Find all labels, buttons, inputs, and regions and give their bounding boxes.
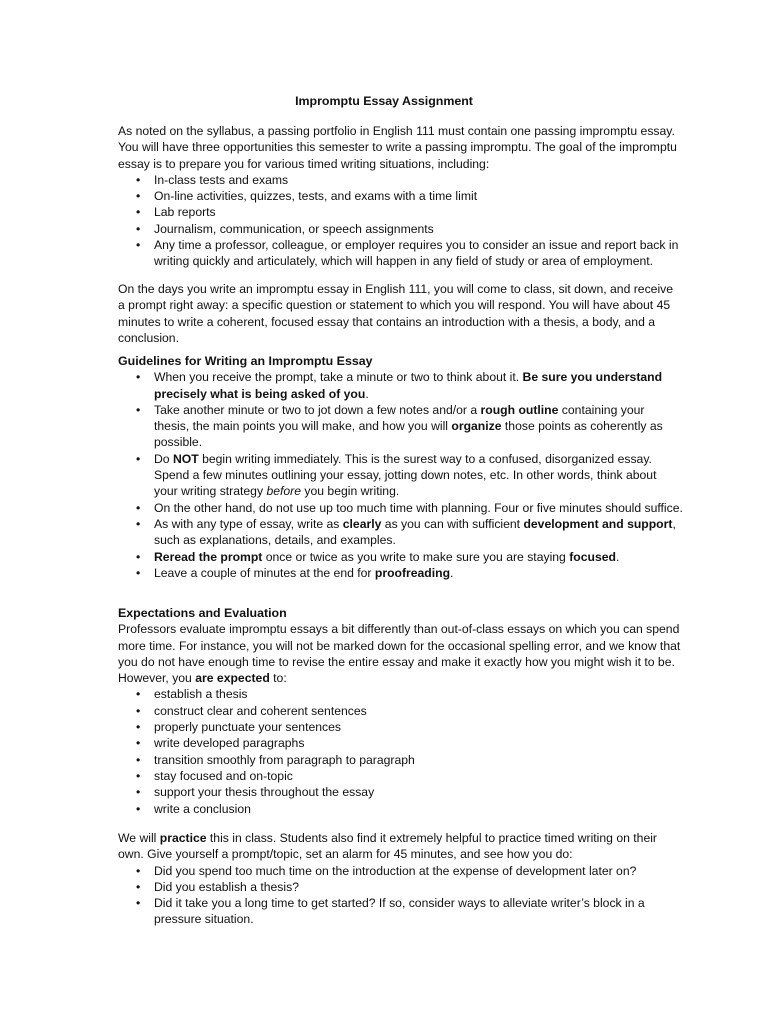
practice-paragraph bbox=[118, 830, 683, 863]
list-item: • establish a thesis bbox=[136, 686, 683, 702]
guidelines-list bbox=[136, 369, 683, 581]
emphasis-text: Be sure you understand precisely what is being asked of you bbox=[154, 370, 663, 401]
list-item-text: , such as explanations, details, and examples. bbox=[154, 516, 676, 548]
list-item: • Did it take you a long time to get started? If so, consider ways to alleviate writer’s block in a pressure situation. bbox=[136, 895, 683, 928]
list-item-text: . bbox=[450, 565, 454, 580]
list-item: • support your thesis throughout the essay bbox=[136, 784, 683, 800]
list-item-text: As with any type of essay, write as bbox=[154, 516, 343, 531]
emphasis-text: practice bbox=[159, 831, 207, 845]
list-item-text: you begin writing. bbox=[301, 484, 400, 499]
list-item: • Lab reports bbox=[136, 204, 683, 220]
list-item-text: containing your thesis, the main points you will make, and how you will bbox=[154, 402, 645, 434]
list-item bbox=[136, 516, 683, 549]
list-item: • Any time a professor, colleague, or employer requires you to consider an issue and report back in writing quickly and articulately, which will happen in any field of study or area of employment. bbox=[136, 237, 683, 270]
emphasis-text: clearly bbox=[342, 516, 382, 531]
intro-paragraph: As noted on the syllabus, a passing portfolio in English 111 must contain one passing impromptu essay. You will have three opportunities this semester to write a passing impromptu. The goal of the impromptu essay is to prepare you for various timed writing situations, including: bbox=[118, 124, 677, 171]
practice-list bbox=[136, 863, 683, 928]
paragraph-text: We will bbox=[118, 831, 160, 845]
list-item bbox=[136, 451, 683, 500]
days-paragraph: On the days you write an impromptu essay in English 111, you will come to class, sit down, and receive a prompt right away: a specific question or statement to which you will respond. You will have about 45 minutes to write a coherent, focused essay that contains an introduction with a thesis, a body, and a conclusion. bbox=[118, 282, 674, 345]
list-item: • transition smoothly from paragraph to paragraph bbox=[136, 752, 683, 768]
list-item: • Journalism, communication, or speech assignments bbox=[136, 221, 683, 237]
intro-section bbox=[118, 123, 683, 270]
list-item: • Did you establish a thesis? bbox=[136, 879, 683, 895]
list-item: • In-class tests and exams bbox=[136, 172, 683, 188]
paragraph-text: Professors evaluate impromptu essays a bit differently than out-of-class essays on which you can spend more time. For instance, you will not be marked down for the occasional spelling error, and we know that you do not have enough time to revise the entire essay and make it exactly how you might wish it to be. However, you bbox=[118, 622, 681, 686]
emphasis-text: organize bbox=[451, 419, 502, 434]
list-item-text: begin writing immediately. This is the surest way to a confused, disorganized essay. Spend a few minutes outlining your essay, jotting down notes, etc. In other words, think about your writing strategy bbox=[154, 451, 657, 499]
guidelines-section bbox=[118, 353, 683, 581]
list-item-text: Leave a couple of minutes at the end for bbox=[154, 565, 375, 580]
list-item bbox=[136, 402, 683, 451]
emphasis-text: are expected bbox=[195, 671, 270, 686]
expectations-section bbox=[118, 605, 683, 817]
list-item-text: as you can with sufficient bbox=[381, 516, 524, 531]
list-item-text: Do bbox=[154, 451, 173, 466]
list-item: • write a conclusion bbox=[136, 801, 683, 817]
emphasis-text: development and support bbox=[523, 516, 673, 531]
list-item: • On the other hand, do not use up too much time with planning. Four or five minutes should suffice. bbox=[136, 500, 683, 516]
italic-text: before bbox=[266, 484, 301, 499]
list-item: • stay focused and on-topic bbox=[136, 768, 683, 784]
list-item-text: . bbox=[615, 549, 620, 564]
list-item bbox=[136, 565, 683, 581]
list-item-text: . bbox=[365, 386, 369, 401]
list-item: • write developed paragraphs bbox=[136, 735, 683, 751]
intro-list bbox=[136, 172, 683, 270]
list-item: • Did you spend too much time on the introduction at the expense of development later on? bbox=[136, 863, 683, 879]
guidelines-heading: Guidelines for Writing an Impromptu Essay bbox=[118, 354, 373, 368]
expectations-paragraph bbox=[118, 621, 683, 686]
emphasis-text: focused bbox=[569, 549, 616, 564]
list-item-text: Take another minute or two to jot down a few notes and/or a bbox=[154, 402, 481, 417]
list-item: • properly punctuate your sentences bbox=[136, 719, 683, 735]
list-item: • construct clear and coherent sentences bbox=[136, 703, 683, 719]
document-title: Impromptu Essay Assignment bbox=[295, 94, 473, 108]
expectations-heading: Expectations and Evaluation bbox=[118, 606, 287, 620]
emphasis-text: proofreading bbox=[374, 565, 451, 580]
list-item-text: When you receive the prompt, take a minute or two to think about it. bbox=[154, 370, 523, 385]
paragraph-text: this in class. Students also find it extremely helpful to practice timed writing on their own. Give yourself a prompt/topic, set an alarm for 45 minutes, and see how you do: bbox=[118, 831, 657, 862]
days-section bbox=[118, 281, 683, 346]
expectations-list bbox=[136, 686, 683, 816]
emphasis-text: NOT bbox=[172, 451, 199, 466]
list-item-text: those points as coherently as possible. bbox=[154, 419, 663, 450]
emphasis-text: rough outline bbox=[480, 402, 559, 417]
emphasis-text: Reread the prompt bbox=[154, 549, 263, 564]
list-item bbox=[136, 549, 683, 565]
list-item: • On-line activities, quizzes, tests, and exams with a time limit bbox=[136, 188, 683, 204]
list-item bbox=[136, 369, 683, 402]
practice-section bbox=[118, 830, 683, 928]
list-item-text: once or twice as you write to make sure you are staying bbox=[262, 549, 570, 564]
paragraph-text: to: bbox=[269, 671, 287, 686]
